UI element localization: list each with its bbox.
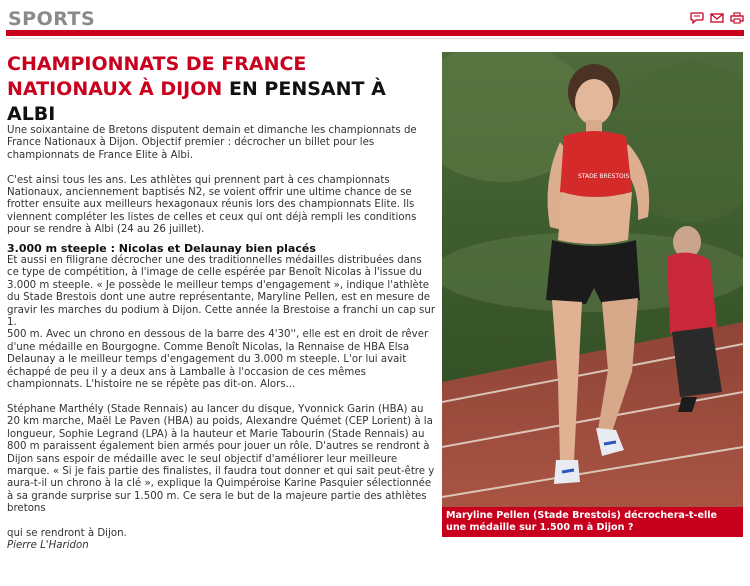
runner-photo-illustration — [442, 52, 743, 507]
comment-icon[interactable] — [690, 12, 704, 24]
email-icon[interactable] — [710, 12, 724, 24]
paragraph: Une soixantaine de Bretons disputent demain et dimanche les championnats de France Nationaux à Dijon. Objectif premier : décrocher un billet pour les championnats de France Elite à Albi. — [7, 125, 417, 161]
print-icon[interactable] — [730, 12, 744, 24]
section-title: SPORTS — [8, 8, 96, 30]
paragraph: Et aussi en filigrane décrocher une des traditionnelles médailles distribuées dans ce type de compétition, à l'image de celle espérée par Benoît Nicolas à l'issue du 3.000 m steeple. « Je possède le meilleur temps d'engagement », indique l'athlète du Stade Brestois dont une autre représentante, Maryline Pellen, est en mesure de gravir les marches du podium à Dijon. Cette année la Brestoise a franchi un cap sur 1. — [7, 255, 436, 329]
paragraph: Stéphane Marthély (Stade Rennais) au lancer du disque, Yvonnick Garin (HBA) au 20 km marche, Maël Le Paven (HBA) au poids, Alexandre Quémet (CEP Lorient) à la longueur, Sophie Legrand (LPA) à la hauteur et Marie Tabourin (Stade Rennais) au 800 m paraissent également bien armés pour jouer un rôle. D'autres se rendront à Dijon sans espoir de médaille avec le seul objectif d'améliorer leur meilleure marque. « Si je fais partie des finalistes, il faudra tout donner et qui sait peut-être y aura-t-il un chrono à la clé », explique la Quimpéroise Karine Pasquier sélectionnée à sa grande surprise sur 1.500 m. Ce sera le but de la majeure partie des athlètes bretons — [7, 403, 435, 515]
article-subhead: 3.000 m steeple : Nicolas et Delaunay bien placés — [7, 241, 316, 255]
paragraph: C'est ainsi tous les ans. Les athlètes qui prennent part à ces championnats Nationaux, anciennement baptisés N2, se voient offrir une ultime chance de se frotter ensuite aux meilleurs hexagonaux réunis lors des championnats Elite. Ils viennent compléter les listes de celles et ceux qui ont déjà rempli les conditions pour se rendre à Albi (24 au 26 juillet). — [7, 174, 417, 236]
bib-text: STADE BRESTOIS — [578, 173, 630, 180]
paragraph: 500 m. Avec un chrono en dessous de la barre des 4'30'', elle est en droit de rêver d'une médaille en Bourgogne. Comme Benoît Nicolas, la Rennaise de HBA Elsa Delaunay a le meilleur temps d'engagement du 3.000 m steeple. L'or lui avait échappé de peu il y a deux ans à Lamballe à l'occasion de ces mêmes championnats. L'histoire ne se répète pas dit-on. Alors... — [7, 329, 429, 391]
section-header — [6, 8, 744, 32]
header-divider — [6, 38, 744, 39]
article-photo — [442, 52, 743, 507]
article-tools — [690, 12, 744, 24]
article-body — [7, 125, 435, 553]
photo-caption: Maryline Pellen (Stade Brestois) décrochera-t-elle une médaille sur 1.500 m à Dijon ? — [442, 507, 743, 537]
headline-black: EN PENSANT À ALBI — [7, 78, 386, 125]
header-rule — [6, 30, 744, 36]
headline-red: CHAMPIONNATS DE FRANCE NATIONAUX À DIJON — [7, 53, 307, 100]
article-headline — [7, 52, 432, 127]
paragraph: qui se rendront à Dijon. — [7, 527, 127, 539]
author-byline: Pierre L'Haridon — [7, 540, 89, 552]
